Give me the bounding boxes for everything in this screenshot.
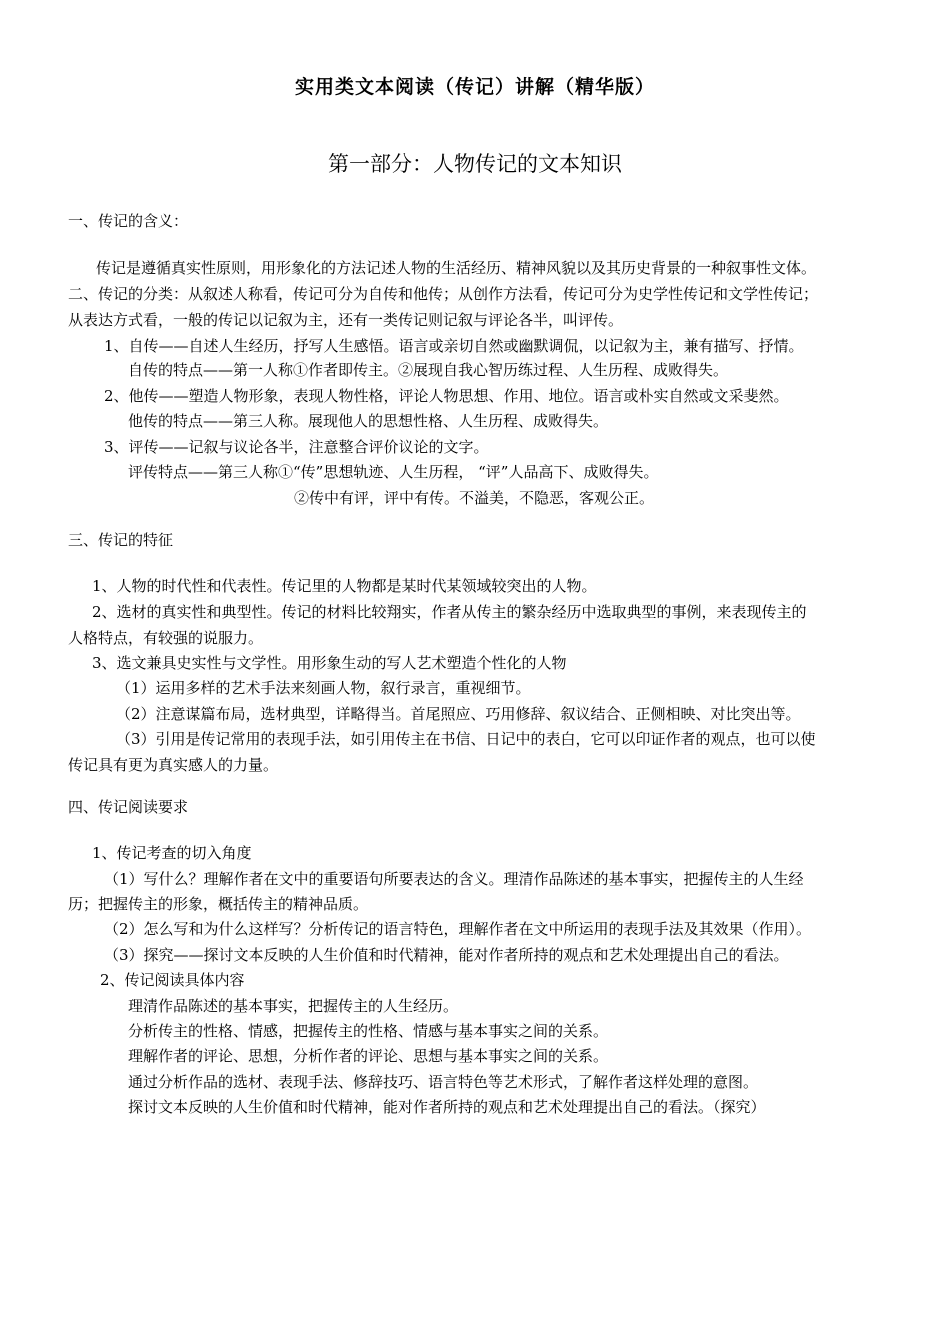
sub-list-item: （2）怎么写和为什么这样写？分析传记的语言特色，理解作者在文中所运用的表现手法及其效果（作用）。 [104,920,812,938]
paragraph-line: 传记是遵循真实性原则，用形象化的方法记述人物的生活经历、精神风貌以及其历史背景的一种叙事性文体。 [96,259,817,277]
section-heading: 三、传记的特征 [68,531,174,549]
section-heading: 四、传记阅读要求 [68,798,189,816]
list-item: 1、人物的时代性和代表性。传记里的人物都是某时代某领域较突出的人物。 [92,577,597,595]
sub-list-item: （2）注意谋篇布局，选材典型，详略得当。首尾照应、巧用修辞、叙议结合、正侧相映、对比突出等。 [116,705,801,723]
list-item-note: 评传特点——第三人称①“传”思想轨迹、人生历程， “评”人品高下、成败得失。 [128,463,659,481]
paragraph-line: 传记具有更为真实感人的力量。 [68,756,279,774]
list-item: 3、选文兼具史实性与文学性。用形象生动的写人艺术塑造个性化的人物 [92,654,567,672]
sub-list-item: 分析传主的性格、情感，把握传主的性格、情感与基本事实之间的关系。 [128,1022,609,1040]
section-heading: 二、传记的分类：从叙述人称看，传记可分为自传和他传；从创作方法看，传记可分为史学性传记和文学性传记； [68,285,819,303]
list-item: 1、自传——自述人生经历，抒写人生感悟。语言或亲切自然或幽默调侃，以记叙为主，兼有描写、抒情。 [104,337,804,355]
list-item: 2、他传——塑造人物形象，表现人物性格，评论人物思想、作用、地位。语言或朴实自然或文采斐然。 [104,387,789,405]
list-item: 2、传记阅读具体内容 [100,971,245,989]
sub-list-item: （3）引用是传记常用的表现手法，如引用传主在书信、日记中的表白，它可以印证作者的观点，也可以使 [116,730,816,748]
section-heading: 一、传记的含义： [68,212,189,230]
document-title: 实用类文本阅读（传记）讲解（精华版） [294,76,655,98]
paragraph-line: 从表达方式看，一般的传记以记叙为主，还有一类传记则记叙与评论各半，叫评传。 [68,311,624,329]
list-item: 2、选材的真实性和典型性。传记的材料比较翔实，作者从传主的繁杂经历中选取典型的事例，来表现传主的 [92,603,807,621]
sub-list-item: （3）探究——探讨文本反映的人生价值和时代精神，能对作者所持的观点和艺术处理提出自己的看法。 [104,946,789,964]
sub-list-item: （1）写什么？理解作者在文中的重要语句所要表达的含义。理清作品陈述的基本事实，把握传主的人生经 [104,870,804,888]
sub-list-item: 探讨文本反映的人生价值和时代精神，能对作者所持的观点和艺术处理提出自己的看法。（探究） [128,1098,766,1116]
list-item: 3、评传——记叙与议论各半，注意整合评价议论的文字。 [104,438,489,456]
list-item-note: 自传的特点——第一人称①作者即传主。②展现自我心智历练过程、人生历程、成败得失。 [128,361,729,379]
sub-list-item: （1）运用多样的艺术手法来刻画人物，叙行录言，重视细节。 [116,679,531,697]
paragraph-line: 历；把握传主的形象，概括传主的精神品质。 [68,895,369,913]
sub-list-item: 理清作品陈述的基本事实，把握传主的人生经历。 [128,997,459,1015]
part-title: 第一部分：人物传记的文本知识 [328,152,622,176]
list-item-note: ②传中有评，评中有传。不溢美，不隐恶，客观公正。 [294,489,655,507]
paragraph-line: 人格特点，有较强的说服力。 [68,629,264,647]
sub-list-item: 理解作者的评论、思想，分析作者的评论、思想与基本事实之间的关系。 [128,1047,609,1065]
list-item-note: 他传的特点——第三人称。展现他人的思想性格、人生历程、成败得失。 [128,412,609,430]
sub-list-item: 通过分析作品的选材、表现手法、修辞技巧、语言特色等艺术形式，了解作者这样处理的意图。 [128,1073,759,1091]
list-item: 1、传记考查的切入角度 [92,844,252,862]
